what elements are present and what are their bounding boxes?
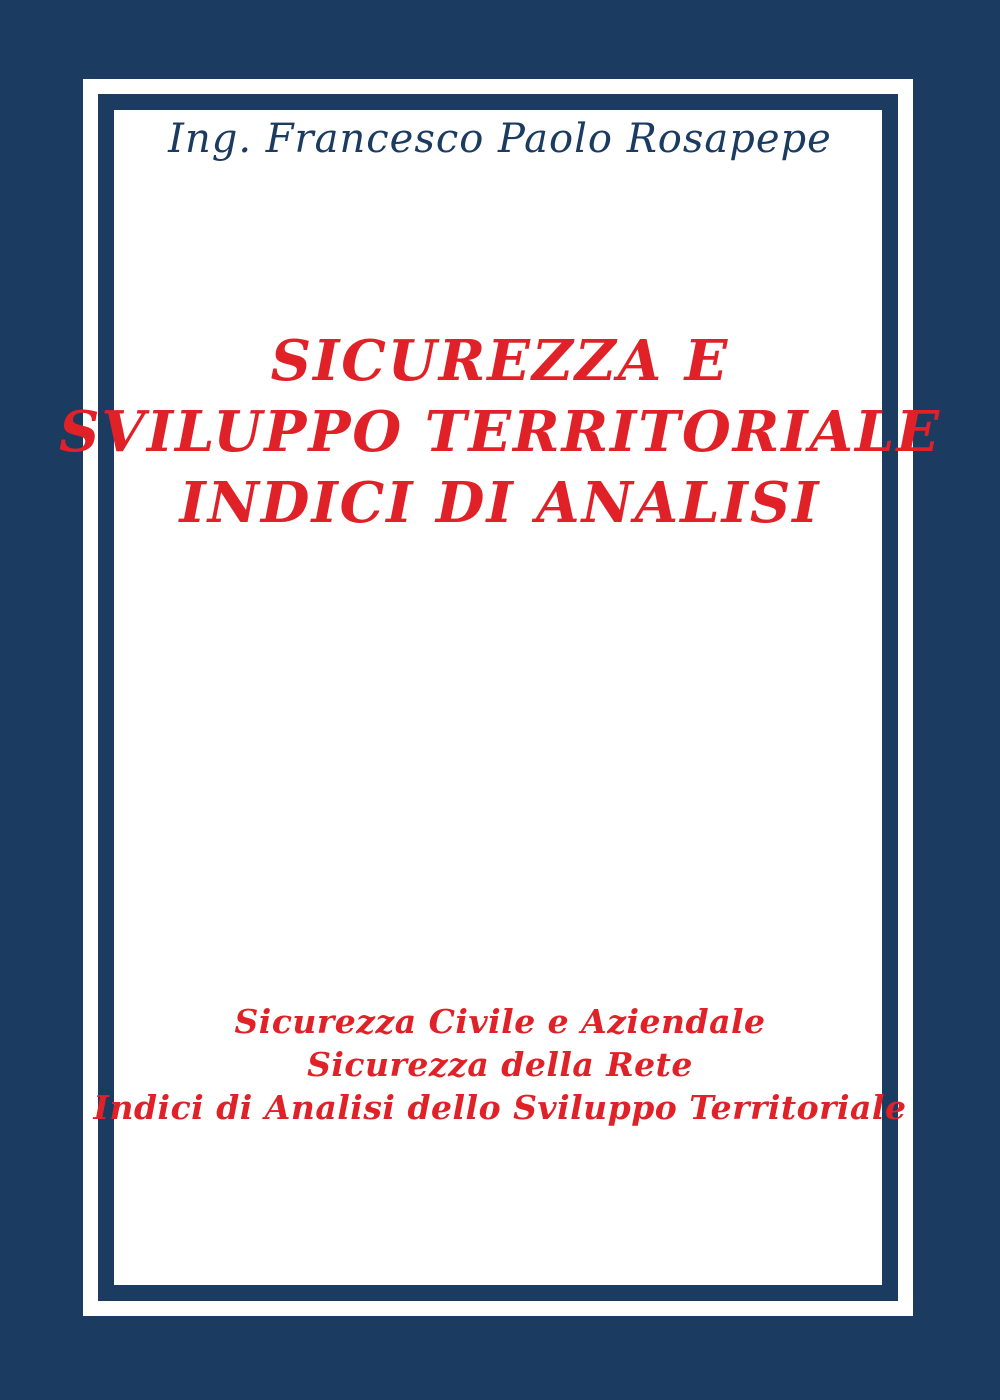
subtitle-line-1: Sicurezza Civile e Aziendale [234,1002,766,1041]
subtitle-block [0,1000,1000,1129]
title-line-2: SVILUPPO TERRITORIALE [58,399,942,465]
title-line-1: SICUREZZA E [270,328,730,394]
subtitle-line-2: Sicurezza della Rete [307,1045,693,1084]
title-line-3: INDICI DI ANALISI [179,470,821,536]
author-name: Ing. Francesco Paolo Rosapepe [168,116,832,162]
subtitle-line-3: Indici di Analisi dello Sviluppo Territoriale [93,1088,907,1127]
outer-white-frame [83,79,913,1316]
book-title [0,326,1000,539]
